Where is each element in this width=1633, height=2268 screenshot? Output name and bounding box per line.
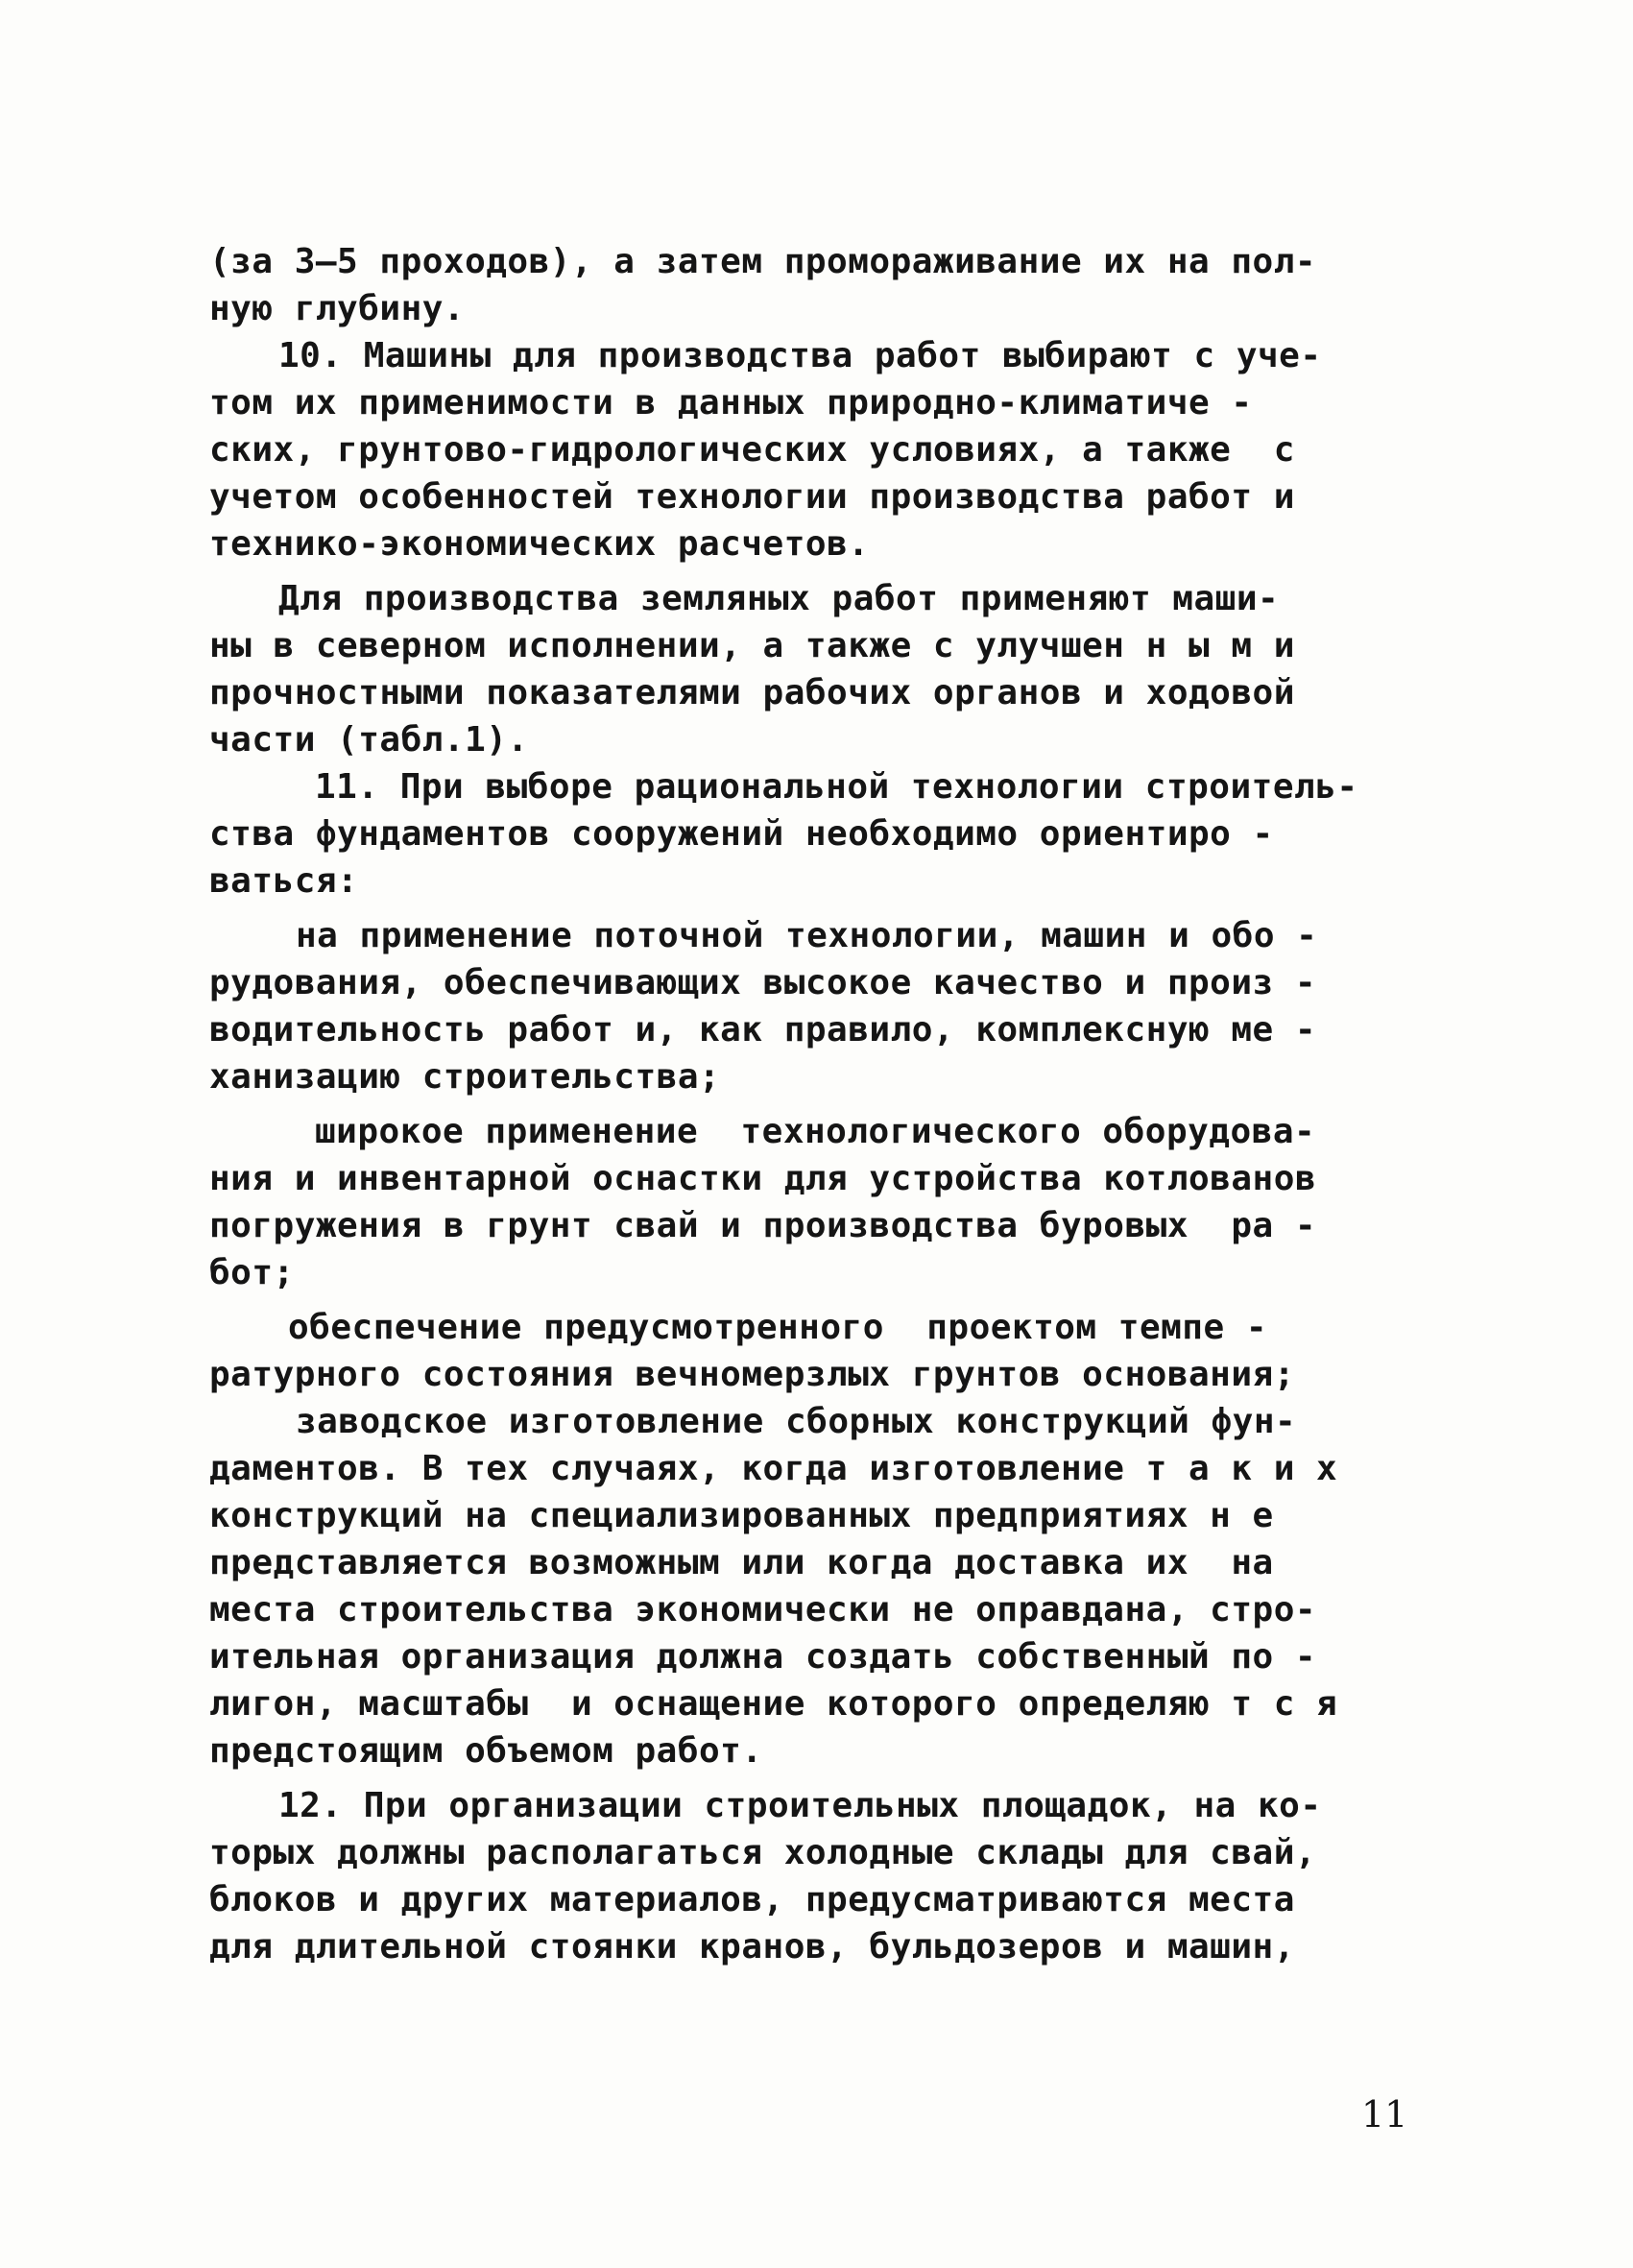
text-line: ния и инвентарной оснастки для устройства котлованов — [209, 1159, 1317, 1198]
body-text — [209, 238, 1448, 1970]
text-line: ную глубину. — [209, 289, 466, 328]
text-line: лигон, масштабы и оснащение которого определяю т с я — [209, 1684, 1338, 1724]
text-line: для длительной стоянки кранов, бульдозеров и машин, — [209, 1927, 1295, 1966]
paragraph-start: Для производства земляных работ применяют маши- — [278, 579, 1280, 618]
text-line: том их применимости в данных природно-климатиче - — [209, 383, 1253, 422]
list-item-start: заводское изготовление сборных конструкций фун- — [296, 1402, 1297, 1441]
text-line: ратурного состояния вечномерзлых грунтов основания; — [209, 1355, 1295, 1394]
text-line: погружения в грунт свай и производства буровых ра - — [209, 1206, 1317, 1245]
list-item-start: широкое применение технологического оборудова- — [315, 1112, 1316, 1151]
text-line: части (табл.1). — [209, 720, 529, 760]
text-line: предстоящим объемом работ. — [209, 1731, 763, 1771]
text-line: учетом особенностей технологии производства работ и — [209, 477, 1295, 517]
page-number: 11 — [1361, 2093, 1408, 2135]
text-line: технико-экономических расчетов. — [209, 524, 870, 564]
list-item-start: обеспечение предусмотренного проектом темпе - — [288, 1308, 1267, 1347]
paragraph-12-start: 12. При организации строительных площадок, на ко- — [278, 1786, 1322, 1825]
text-line: торых должны располагаться холодные склады для свай, — [209, 1833, 1317, 1872]
text-line: конструкций на специализированных предприятиях н е — [209, 1496, 1274, 1535]
text-line: ханизацию строительства; — [209, 1057, 721, 1097]
text-line: (за 3—5 проходов), а затем промораживание их на пол- — [209, 242, 1317, 281]
text-line: бот; — [209, 1253, 295, 1292]
paragraph-11-start: 11. При выборе рациональной технологии строитель- — [315, 767, 1358, 807]
text-line: ства фундаментов сооружений необходимо ориентиро - — [209, 814, 1274, 854]
text-line: рудования, обеспечивающих высокое качество и произ - — [209, 963, 1317, 1002]
text-line: даментов. В тех случаях, когда изготовление т а к и х — [209, 1449, 1338, 1488]
text-line: места строительства экономически не оправдана, стро- — [209, 1590, 1317, 1629]
text-line: ны в северном исполнении, а также с улучшен н ы м и — [209, 626, 1295, 665]
paragraph-10-start: 10. Машины для производства работ выбирают с уче- — [278, 336, 1322, 375]
text-line: прочностными показателями рабочих органов и ходовой — [209, 673, 1295, 712]
text-line: ительная организация должна создать собственный по - — [209, 1637, 1317, 1677]
list-item-start: на применение поточной технологии, машин и обо - — [296, 916, 1318, 955]
text-line: блоков и других материалов, предусматриваются места — [209, 1880, 1295, 1919]
text-line: ских, грунтово-гидрологических условиях, а также с — [209, 430, 1295, 470]
text-line: водительность работ и, как правило, комплексную ме - — [209, 1010, 1317, 1050]
text-line: ваться: — [209, 861, 359, 901]
text-line: представляется возможным или когда доставка их на — [209, 1543, 1274, 1582]
